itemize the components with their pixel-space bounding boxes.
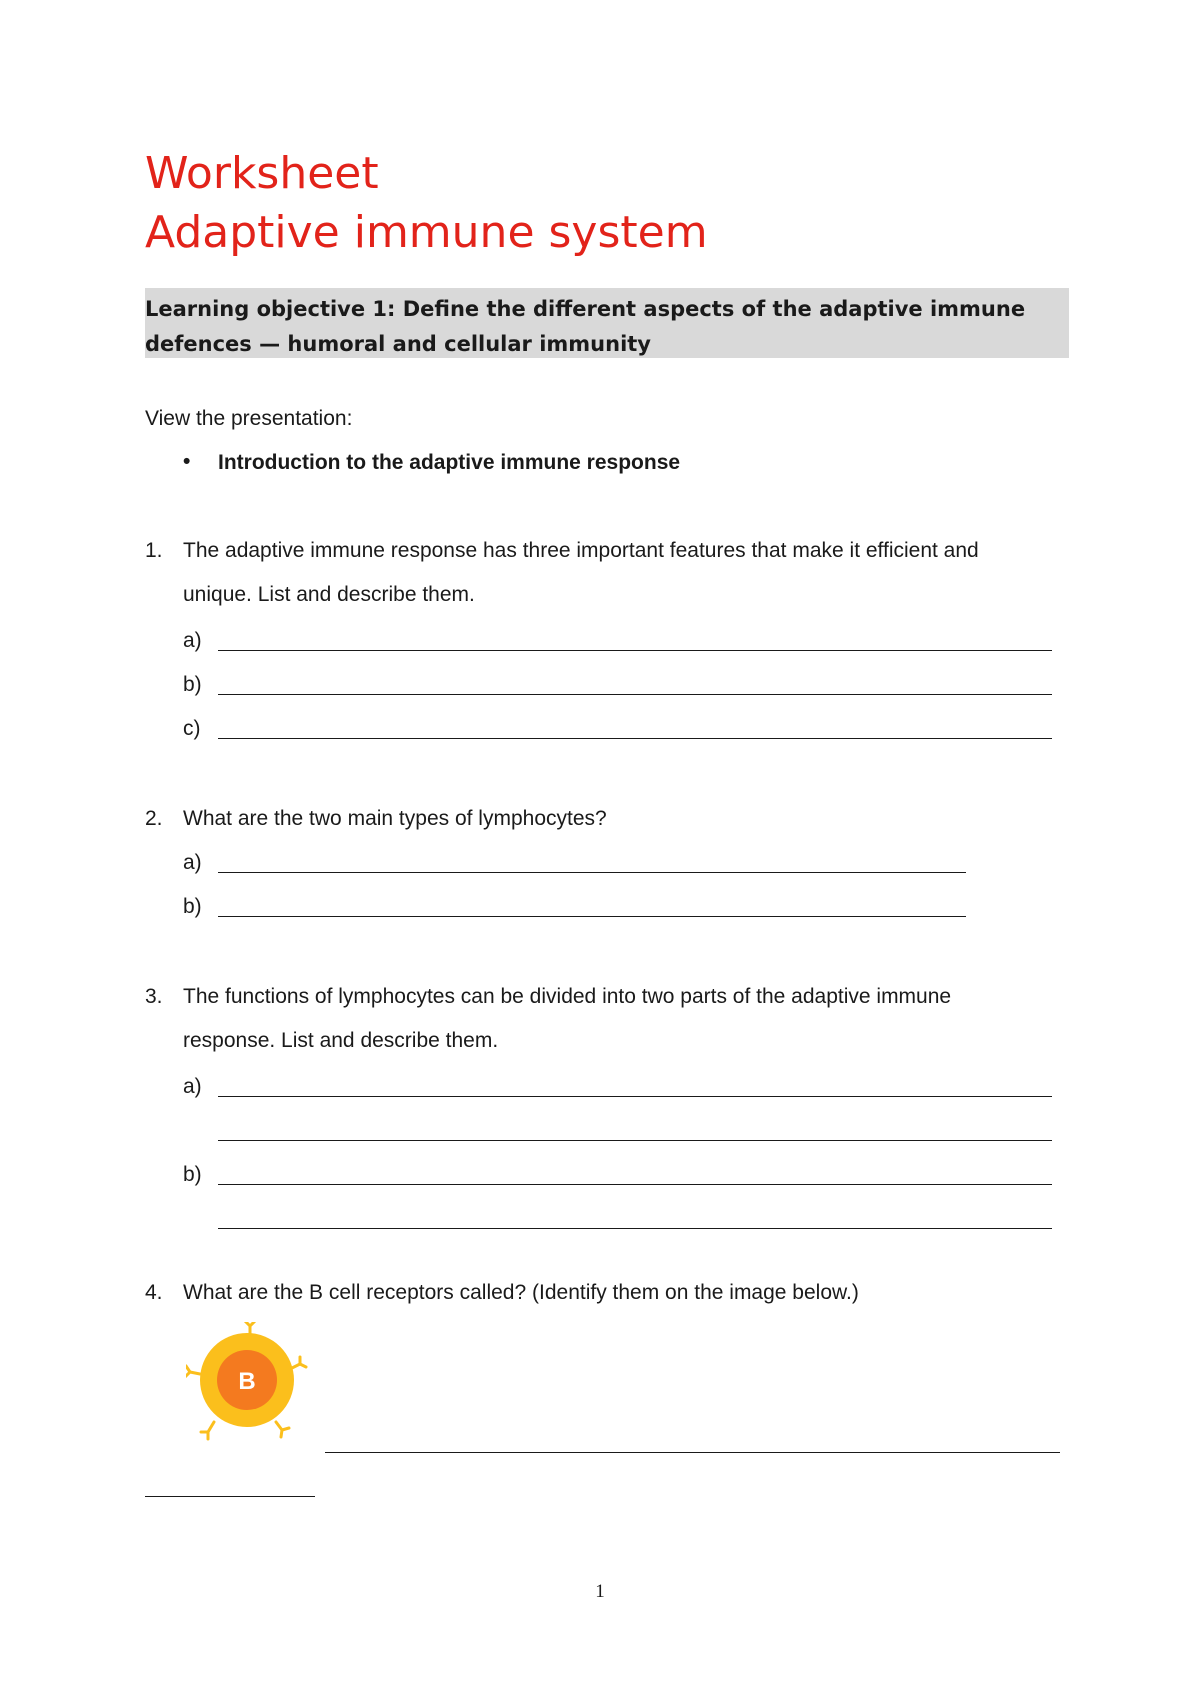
intro-text: View the presentation: [145,407,353,430]
answer-line-3b-2[interactable] [218,1228,1052,1229]
learning-objective: Learning objective 1: Define the different aspects of the adaptive immune defences — humoral and cellular immunity [145,297,1026,356]
answer-line-2b[interactable] [218,916,966,917]
question-3-text-line1: The functions of lymphocytes can be divided into two parts of the adaptive immune [183,985,952,1008]
answer-line-3a-1[interactable] [218,1096,1052,1097]
question-1-option-a: a) [183,629,202,652]
b-cell-label: B [238,1368,256,1395]
question-1-text-line1: The adaptive immune response has three important features that make it efficient and [183,539,979,562]
question-3-text-line2: response. List and describe them. [183,1029,499,1052]
answer-line-2a[interactable] [218,872,966,873]
answer-line-1c[interactable] [218,738,1052,739]
answer-line-1b[interactable] [218,694,1052,695]
question-2-text: What are the two main types of lymphocytes? [183,807,607,830]
question-1-option-b: b) [183,673,202,696]
question-3-option-a: a) [183,1075,202,1098]
presentation-link-text: Introduction to the adaptive immune response [218,451,681,474]
answer-line-3a-2[interactable] [218,1140,1052,1141]
answer-line-4-2[interactable] [145,1496,315,1497]
question-3-number: 3. [145,985,163,1008]
b-cell-illustration [186,1322,308,1444]
question-4-number: 4. [145,1281,163,1304]
question-1-option-c: c) [183,717,201,740]
answer-line-1a[interactable] [218,650,1052,651]
bullet-glyph: • [183,450,191,473]
question-2-option-b: b) [183,895,202,918]
topic-title: Adaptive immune system [145,207,708,258]
question-1-text-line2: unique. List and describe them. [183,583,475,606]
question-1-number: 1. [145,539,163,562]
answer-line-4-1[interactable] [325,1452,1060,1453]
worksheet-title: Worksheet [145,148,379,199]
question-4-text: What are the B cell receptors called? (Identify them on the image below.) [183,1281,859,1304]
question-3-option-b: b) [183,1163,202,1186]
question-2-option-a: a) [183,851,202,874]
page-number: 1 [595,1581,605,1602]
question-2-number: 2. [145,807,163,830]
answer-line-3b-1[interactable] [218,1184,1052,1185]
